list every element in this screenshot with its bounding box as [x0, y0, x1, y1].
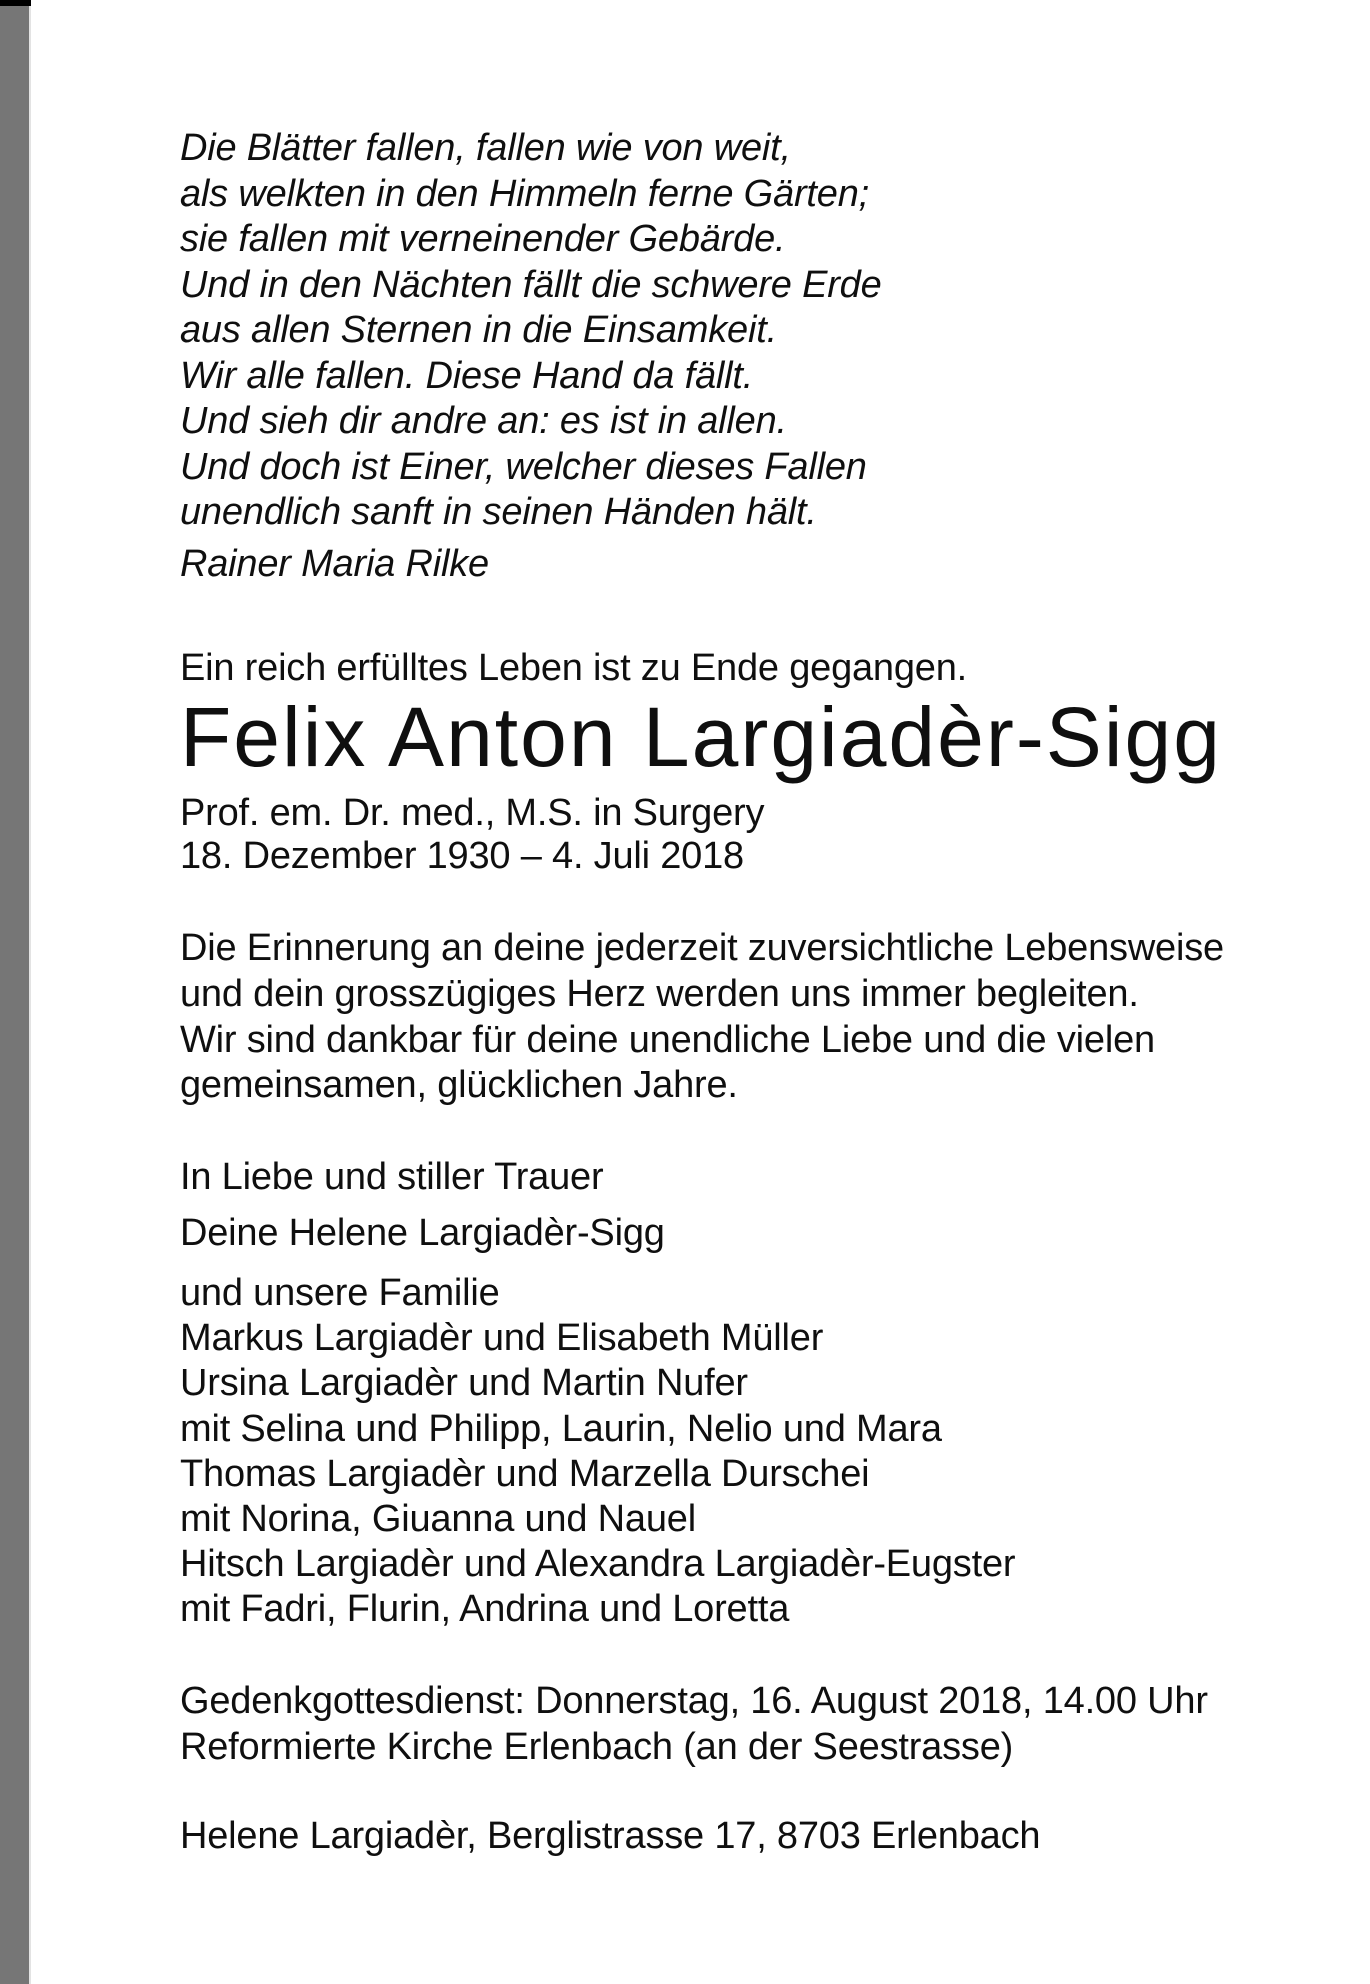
- poem-author: Rainer Maria Rilke: [180, 543, 489, 585]
- left-margin-bar: [0, 0, 31, 1984]
- tribute-paragraph: [180, 926, 1224, 1109]
- poem: [180, 126, 882, 536]
- poem-line: Und sieh dir andre an: es ist in allen.: [180, 400, 787, 442]
- family-line: Thomas Largiadèr und Marzella Durschei: [180, 1452, 870, 1495]
- poem-line: Und in den Nächten fällt die schwere Erde: [180, 263, 882, 306]
- poem-line: aus allen Sternen in die Einsamkeit.: [180, 309, 777, 351]
- mourning-salutation: In Liebe und stiller Trauer: [180, 1156, 604, 1198]
- service-line: Reformierte Kirche Erlenbach (an der Seestrasse): [180, 1725, 1014, 1768]
- mourning-widow: Deine Helene Largiadèr-Sigg: [180, 1212, 665, 1254]
- intro-line: Ein reich erfülltes Leben ist zu Ende gegangen.: [180, 647, 968, 689]
- poem-line: als welkten in den Himmeln ferne Gärten;: [180, 172, 869, 215]
- deceased-title: Prof. em. Dr. med., M.S. in Surgery: [180, 792, 765, 834]
- deceased-dates: 18. Dezember 1930 – 4. Juli 2018: [180, 834, 744, 877]
- family-line: Ursina Largiadèr und Martin Nufer: [180, 1362, 748, 1405]
- service-info: [180, 1679, 1208, 1770]
- family-line: mit Norina, Giuanna und Nauel: [180, 1498, 696, 1541]
- tribute-line: gemeinsamen, glücklichen Jahre.: [180, 1064, 738, 1107]
- family-line: Hitsch Largiadèr und Alexandra Largiadèr-Eugster: [180, 1543, 1016, 1586]
- tribute-line: Wir sind dankbar für deine unendliche Liebe und die vielen: [180, 1018, 1155, 1061]
- deceased-titles: [180, 792, 764, 877]
- contact-address: Helene Largiadèr, Berglistrasse 17, 8703 Erlenbach: [180, 1815, 1041, 1857]
- poem-line: sie fallen mit verneinender Gebärde.: [180, 218, 786, 260]
- family-line: Markus Largiadèr und Elisabeth Müller: [180, 1317, 824, 1360]
- poem-line: Und doch ist Einer, welcher dieses Fallen: [180, 445, 867, 488]
- tribute-line: Die Erinnerung an deine jederzeit zuversichtliche Lebensweise: [180, 927, 1224, 969]
- family-line: mit Fadri, Flurin, Andrina und Loretta: [180, 1588, 790, 1631]
- service-line: Gedenkgottesdienst: Donnerstag, 16. August 2018, 14.00 Uhr: [180, 1680, 1208, 1722]
- mourning-family-list: [180, 1271, 1015, 1633]
- poem-line: unendlich sanft in seinen Händen hält.: [180, 491, 817, 533]
- poem-line: Wir alle fallen. Diese Hand da fällt.: [180, 354, 754, 397]
- family-line: mit Selina und Philipp, Laurin, Nelio und Mara: [180, 1407, 942, 1450]
- tribute-line: und dein grosszügiges Herz werden uns immer begleiten.: [180, 972, 1139, 1015]
- family-intro: und unsere Familie: [180, 1272, 500, 1314]
- deceased-name: Felix Anton Largiadèr-Sigg: [180, 690, 1222, 784]
- left-margin-bar-top-cap: [0, 0, 31, 6]
- poem-line: Die Blätter fallen, fallen wie von weit,: [180, 127, 791, 169]
